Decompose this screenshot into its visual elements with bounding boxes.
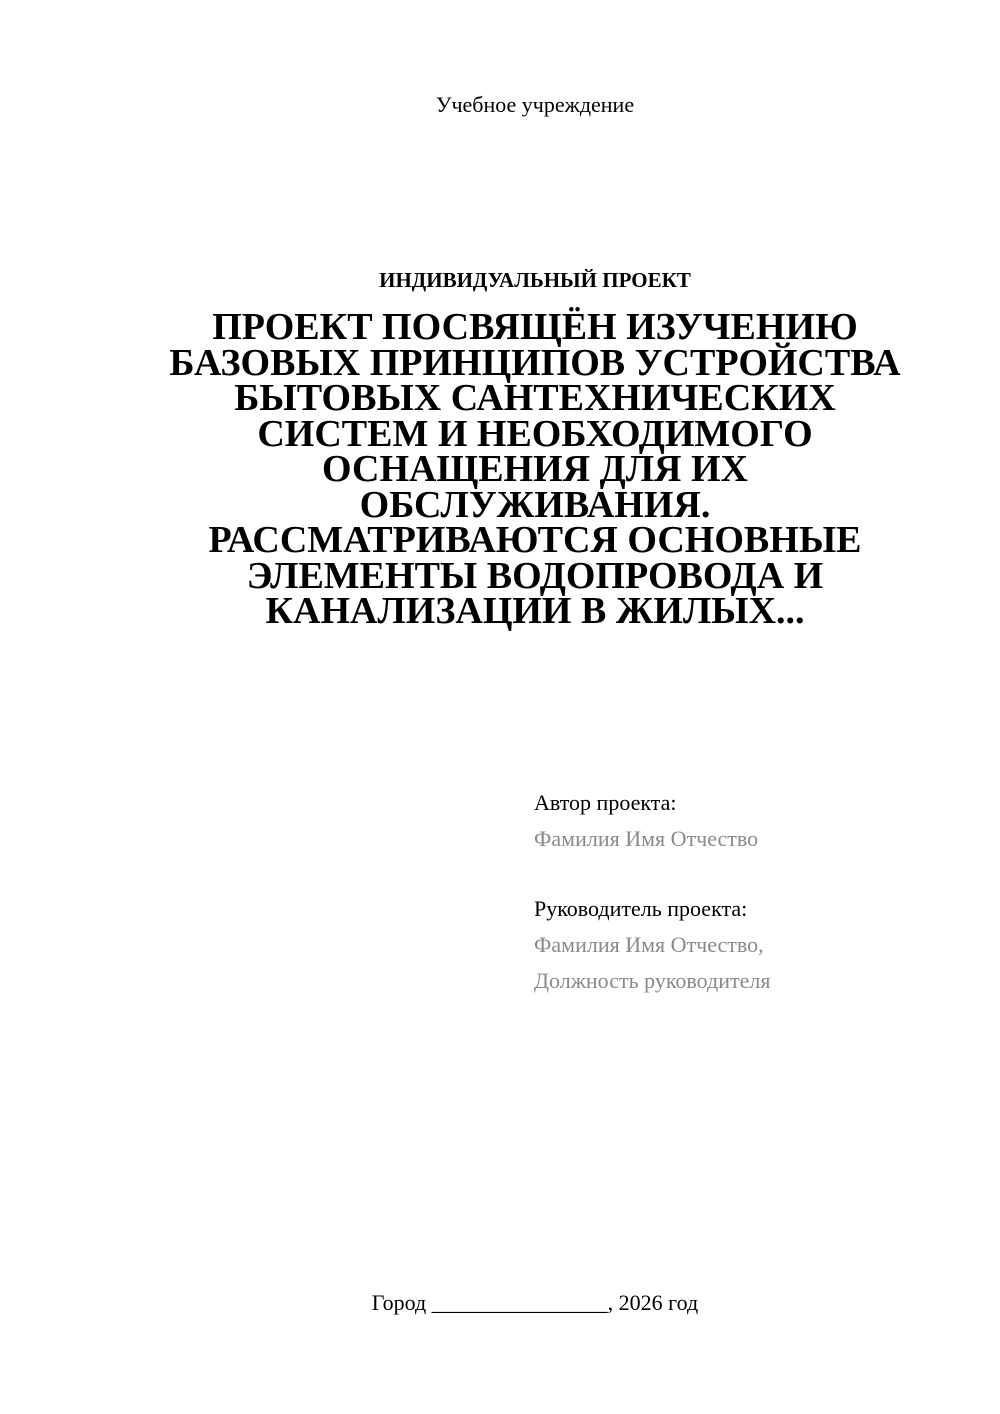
supervisor-label: Руководитель проекта: — [534, 896, 748, 921]
project-title-line: БАЗОВЫХ ПРИНЦИПОВ УСТРОЙСТВА — [169, 341, 901, 384]
author-name: Фамилия Имя Отчество — [534, 826, 759, 851]
project-title-line: ПРОЕКТ ПОСВЯЩЁН ИЗУЧЕНИЮ — [212, 306, 858, 348]
supervisor-block — [534, 891, 770, 999]
author-block — [534, 785, 758, 857]
institution-name: Учебное учреждение — [435, 92, 635, 117]
project-title-line: ЭЛЕМЕНТЫ ВОДОПРОВОДА И — [246, 554, 824, 597]
supervisor-position: Должность руководителя — [534, 968, 771, 993]
project-title-line: РАССМАТРИВАЮТСЯ ОСНОВНЫЕ — [208, 519, 862, 561]
project-title — [130, 306, 940, 632]
project-title-line: СИСТЕМ И НЕОБХОДИМОГО — [257, 412, 813, 455]
city-year-line: Город ________________, 2026 год — [371, 1290, 699, 1315]
project-type: ИНДИВИДУАЛЬНЫЙ ПРОЕКТ — [379, 268, 691, 292]
project-title-line: ОБСЛУЖИВАНИЯ. — [359, 483, 711, 526]
supervisor-name: Фамилия Имя Отчество, — [534, 932, 764, 957]
project-title-line: ОСНАЩЕНИЯ ДЛЯ ИХ — [322, 448, 748, 490]
project-title-line: КАНАЛИЗАЦИИ В ЖИЛЫХ... — [265, 590, 805, 632]
project-title-line: БЫТОВЫХ САНТЕХНИЧЕСКИХ — [234, 377, 836, 419]
author-label: Автор проекта: — [534, 790, 677, 815]
